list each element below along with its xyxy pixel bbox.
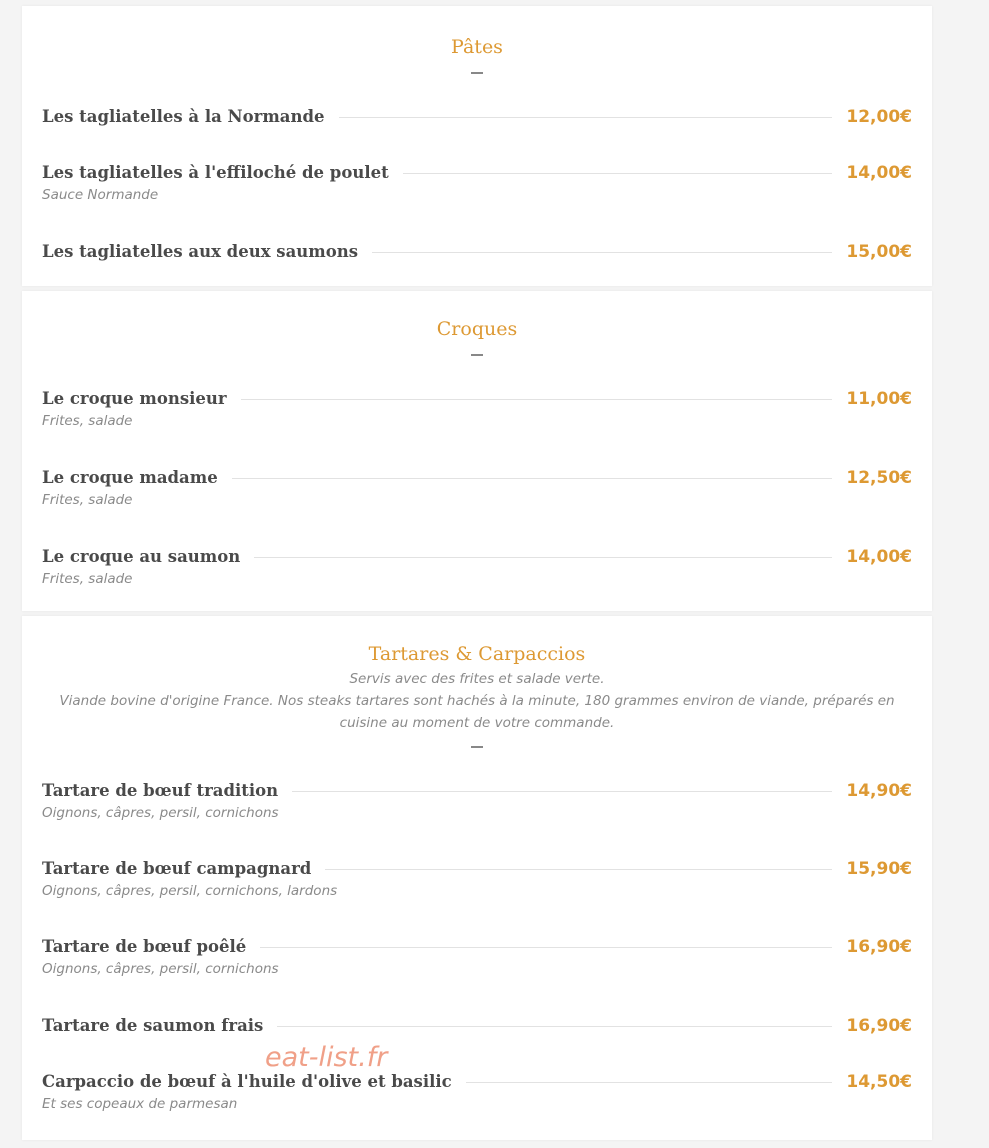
item-price: 12,50€ <box>846 468 912 488</box>
dotted-leader <box>277 1026 832 1027</box>
menu-item <box>42 242 912 290</box>
section-tartares <box>22 616 932 1140</box>
item-name: Le croque monsieur <box>42 389 227 408</box>
item-price: 14,00€ <box>846 547 912 567</box>
item-price: 14,90€ <box>846 781 912 801</box>
section-subtitle: Servis avec des frites et salade verte. <box>349 671 605 687</box>
item-price: 16,90€ <box>846 1016 912 1036</box>
item-name: Tartare de saumon frais <box>42 1016 264 1035</box>
section-divider <box>471 746 483 748</box>
item-description: Et ses copeaux de parmesan <box>42 1096 238 1112</box>
item-description: Sauce Normande <box>42 187 159 203</box>
dotted-leader <box>260 947 832 948</box>
menu-item <box>42 468 912 516</box>
section-pates <box>22 6 932 286</box>
menu-item <box>42 781 912 829</box>
dotted-leader <box>339 117 833 118</box>
dotted-leader <box>232 478 833 479</box>
item-name: Tartare de bœuf tradition <box>42 781 279 800</box>
menu-item <box>42 107 912 155</box>
section-subtitle: Viande bovine d'origine France. Nos steaks tartares sont hachés à la minute, 180 grammes environ de viande, préparés en <box>59 693 895 709</box>
item-name: Tartare de bœuf campagnard <box>42 859 312 878</box>
dotted-leader <box>466 1082 833 1083</box>
section-croques <box>22 291 932 611</box>
section-divider <box>471 72 483 74</box>
menu-item <box>42 163 912 211</box>
item-name: Tartare de bœuf poêlé <box>42 937 247 956</box>
item-price: 12,00€ <box>846 107 912 127</box>
item-price: 11,00€ <box>846 389 912 409</box>
item-description: Frites, salade <box>42 413 133 429</box>
item-price: 14,00€ <box>846 163 912 183</box>
menu-item <box>42 859 912 907</box>
item-price: 14,50€ <box>846 1072 912 1092</box>
dotted-leader <box>254 557 832 558</box>
menu-item <box>42 937 912 985</box>
menu-item <box>42 1016 912 1064</box>
section-subtitle: cuisine au moment de votre commande. <box>339 715 615 731</box>
watermark: eat-list.fr <box>265 1042 388 1073</box>
dotted-leader <box>403 173 833 174</box>
dotted-leader <box>372 252 832 253</box>
dotted-leader <box>292 791 832 792</box>
item-name: Carpaccio de bœuf à l'huile d'olive et basilic <box>42 1072 452 1091</box>
section-title: Pâtes <box>451 36 503 58</box>
item-name: Les tagliatelles à l'effiloché de poulet <box>42 163 389 182</box>
item-price: 16,90€ <box>846 937 912 957</box>
item-price: 15,00€ <box>846 242 912 262</box>
item-description: Oignons, câpres, persil, cornichons, lardons <box>42 883 338 899</box>
dotted-leader <box>325 869 832 870</box>
section-title: Croques <box>436 318 518 340</box>
dotted-leader <box>241 399 833 400</box>
item-name: Les tagliatelles à la Normande <box>42 107 325 126</box>
item-price: 15,90€ <box>846 859 912 879</box>
item-description: Frites, salade <box>42 571 133 587</box>
menu-item <box>42 389 912 437</box>
item-description: Frites, salade <box>42 492 133 508</box>
menu-item <box>42 547 912 595</box>
menu-item <box>42 1072 912 1120</box>
item-description: Oignons, câpres, persil, cornichons <box>42 805 279 821</box>
item-name: Le croque au saumon <box>42 547 241 566</box>
section-divider <box>471 354 483 356</box>
item-name: Les tagliatelles aux deux saumons <box>42 242 359 261</box>
section-title: Tartares & Carpaccios <box>368 643 586 665</box>
item-description: Oignons, câpres, persil, cornichons <box>42 961 279 977</box>
item-name: Le croque madame <box>42 468 218 487</box>
